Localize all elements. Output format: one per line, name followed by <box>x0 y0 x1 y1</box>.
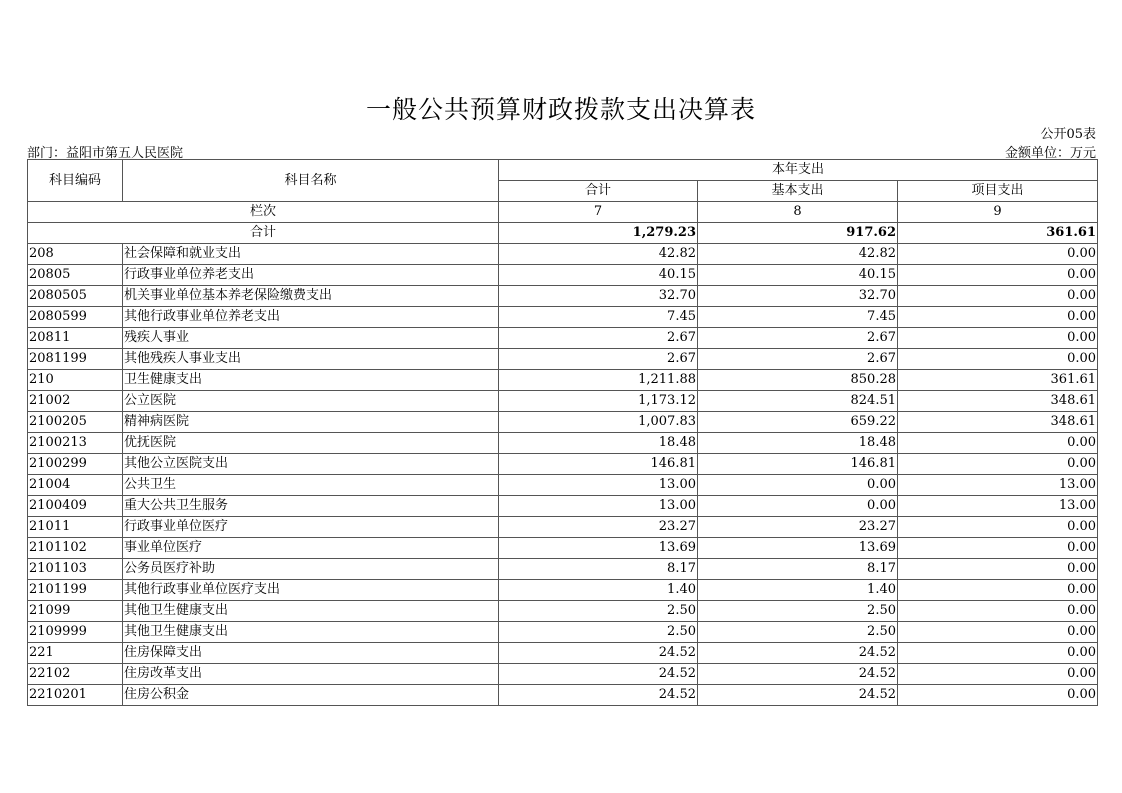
row-basic: 42.82 <box>698 244 898 265</box>
row-name: 事业单位医疗 <box>123 538 499 559</box>
row-basic: 659.22 <box>698 412 898 433</box>
row-name: 卫生健康支出 <box>123 370 499 391</box>
totals-label: 合计 <box>28 223 499 244</box>
table-row <box>28 307 1098 328</box>
row-name: 其他卫生健康支出 <box>123 622 499 643</box>
row-total: 7.45 <box>499 307 698 328</box>
column-number-project: 9 <box>898 202 1098 223</box>
row-project: 0.00 <box>898 328 1098 349</box>
row-basic: 1.40 <box>698 580 898 601</box>
row-code: 2100409 <box>28 496 123 517</box>
row-project: 0.00 <box>898 307 1098 328</box>
row-basic: 0.00 <box>698 475 898 496</box>
row-total: 40.15 <box>499 265 698 286</box>
row-code: 2101103 <box>28 559 123 580</box>
row-project: 0.00 <box>898 244 1098 265</box>
row-code: 210 <box>28 370 123 391</box>
row-basic: 2.50 <box>698 601 898 622</box>
row-total: 24.52 <box>499 643 698 664</box>
table-row <box>28 391 1098 412</box>
row-name: 其他卫生健康支出 <box>123 601 499 622</box>
row-basic: 7.45 <box>698 307 898 328</box>
header-project: 项目支出 <box>898 181 1098 202</box>
row-total: 146.81 <box>499 454 698 475</box>
row-basic: 40.15 <box>698 265 898 286</box>
totals-total: 1,279.23 <box>499 223 698 244</box>
table-row <box>28 349 1098 370</box>
table-row <box>28 412 1098 433</box>
row-total: 2.67 <box>499 349 698 370</box>
totals-project: 361.61 <box>898 223 1098 244</box>
row-name: 住房改革支出 <box>123 664 499 685</box>
row-total: 2.67 <box>499 328 698 349</box>
row-project: 348.61 <box>898 391 1098 412</box>
row-basic: 2.50 <box>698 622 898 643</box>
row-total: 13.00 <box>499 475 698 496</box>
row-code: 2109999 <box>28 622 123 643</box>
row-total: 1,211.88 <box>499 370 698 391</box>
table-row <box>28 664 1098 685</box>
header-basic: 基本支出 <box>698 181 898 202</box>
row-name: 行政事业单位医疗 <box>123 517 499 538</box>
row-code: 21011 <box>28 517 123 538</box>
row-project: 0.00 <box>898 538 1098 559</box>
row-name: 其他行政事业单位养老支出 <box>123 307 499 328</box>
row-name: 行政事业单位养老支出 <box>123 265 499 286</box>
row-code: 21099 <box>28 601 123 622</box>
row-code: 2100299 <box>28 454 123 475</box>
row-project: 0.00 <box>898 433 1098 454</box>
table-row <box>28 370 1098 391</box>
row-basic: 2.67 <box>698 349 898 370</box>
row-code: 2100213 <box>28 433 123 454</box>
row-name: 公务员医疗补助 <box>123 559 499 580</box>
table-row <box>28 559 1098 580</box>
row-code: 2101102 <box>28 538 123 559</box>
expenditure-table <box>27 159 1098 706</box>
row-code: 2101199 <box>28 580 123 601</box>
row-basic: 146.81 <box>698 454 898 475</box>
row-total: 2.50 <box>499 622 698 643</box>
row-project: 0.00 <box>898 265 1098 286</box>
row-name: 重大公共卫生服务 <box>123 496 499 517</box>
row-name: 住房公积金 <box>123 685 499 706</box>
row-code: 2100205 <box>28 412 123 433</box>
row-name: 社会保障和就业支出 <box>123 244 499 265</box>
row-code: 20805 <box>28 265 123 286</box>
row-basic: 2.67 <box>698 328 898 349</box>
row-project: 0.00 <box>898 601 1098 622</box>
row-total: 42.82 <box>499 244 698 265</box>
table-row <box>28 580 1098 601</box>
row-name: 住房保障支出 <box>123 643 499 664</box>
row-project: 13.00 <box>898 475 1098 496</box>
row-basic: 0.00 <box>698 496 898 517</box>
table-row <box>28 643 1098 664</box>
header-total: 合计 <box>499 181 698 202</box>
row-name: 残疾人事业 <box>123 328 499 349</box>
row-code: 2080505 <box>28 286 123 307</box>
row-project: 361.61 <box>898 370 1098 391</box>
table-row <box>28 433 1098 454</box>
table-row <box>28 622 1098 643</box>
table-row <box>28 496 1098 517</box>
row-code: 221 <box>28 643 123 664</box>
table-row <box>28 538 1098 559</box>
row-basic: 32.70 <box>698 286 898 307</box>
row-basic: 24.52 <box>698 643 898 664</box>
table-row <box>28 286 1098 307</box>
column-number-basic: 8 <box>698 202 898 223</box>
row-code: 21004 <box>28 475 123 496</box>
row-basic: 824.51 <box>698 391 898 412</box>
row-project: 0.00 <box>898 454 1098 475</box>
row-project: 0.00 <box>898 664 1098 685</box>
row-code: 2210201 <box>28 685 123 706</box>
row-project: 0.00 <box>898 286 1098 307</box>
row-code: 21002 <box>28 391 123 412</box>
row-project: 0.00 <box>898 622 1098 643</box>
row-total: 23.27 <box>499 517 698 538</box>
row-name: 精神病医院 <box>123 412 499 433</box>
row-code: 20811 <box>28 328 123 349</box>
row-project: 0.00 <box>898 349 1098 370</box>
row-project: 348.61 <box>898 412 1098 433</box>
row-total: 24.52 <box>499 685 698 706</box>
row-total: 1,007.83 <box>499 412 698 433</box>
row-basic: 8.17 <box>698 559 898 580</box>
row-code: 2080599 <box>28 307 123 328</box>
row-name: 其他残疾人事业支出 <box>123 349 499 370</box>
row-name: 公共卫生 <box>123 475 499 496</box>
page-title: 一般公共预算财政拨款支出决算表 <box>365 95 756 124</box>
row-code: 208 <box>28 244 123 265</box>
row-total: 13.00 <box>499 496 698 517</box>
table-row <box>28 265 1098 286</box>
row-project: 13.00 <box>898 496 1098 517</box>
row-basic: 24.52 <box>698 685 898 706</box>
row-total: 1,173.12 <box>499 391 698 412</box>
row-project: 0.00 <box>898 643 1098 664</box>
row-name: 公立医院 <box>123 391 499 412</box>
table-row <box>28 685 1098 706</box>
form-tag: 公开05表 <box>1040 127 1096 142</box>
row-project: 0.00 <box>898 685 1098 706</box>
row-total: 8.17 <box>499 559 698 580</box>
row-name: 其他行政事业单位医疗支出 <box>123 580 499 601</box>
table-row <box>28 475 1098 496</box>
unit-label: 金额单位：万元 <box>1004 146 1096 161</box>
row-basic: 18.48 <box>698 433 898 454</box>
row-basic: 23.27 <box>698 517 898 538</box>
row-project: 0.00 <box>898 559 1098 580</box>
row-total: 32.70 <box>499 286 698 307</box>
row-name: 其他公立医院支出 <box>123 454 499 475</box>
header-current-year: 本年支出 <box>499 160 1098 181</box>
row-total: 18.48 <box>499 433 698 454</box>
row-name: 优抚医院 <box>123 433 499 454</box>
row-code: 22102 <box>28 664 123 685</box>
row-name: 机关事业单位基本养老保险缴费支出 <box>123 286 499 307</box>
header-name: 科目名称 <box>123 160 499 202</box>
row-basic: 13.69 <box>698 538 898 559</box>
row-total: 13.69 <box>499 538 698 559</box>
row-total: 2.50 <box>499 601 698 622</box>
totals-basic: 917.62 <box>698 223 898 244</box>
row-total: 1.40 <box>499 580 698 601</box>
header-code: 科目编码 <box>28 160 123 202</box>
table-row <box>28 601 1098 622</box>
row-project: 0.00 <box>898 580 1098 601</box>
row-code: 2081199 <box>28 349 123 370</box>
department-label: 部门：益阳市第五人民医院 <box>27 146 184 161</box>
row-basic: 850.28 <box>698 370 898 391</box>
table-row <box>28 244 1098 265</box>
table-row <box>28 454 1098 475</box>
row-basic: 24.52 <box>698 664 898 685</box>
row-total: 24.52 <box>499 664 698 685</box>
column-number-label: 栏次 <box>28 202 499 223</box>
table-row <box>28 517 1098 538</box>
row-project: 0.00 <box>898 517 1098 538</box>
table-row <box>28 328 1098 349</box>
column-number-total: 7 <box>499 202 698 223</box>
